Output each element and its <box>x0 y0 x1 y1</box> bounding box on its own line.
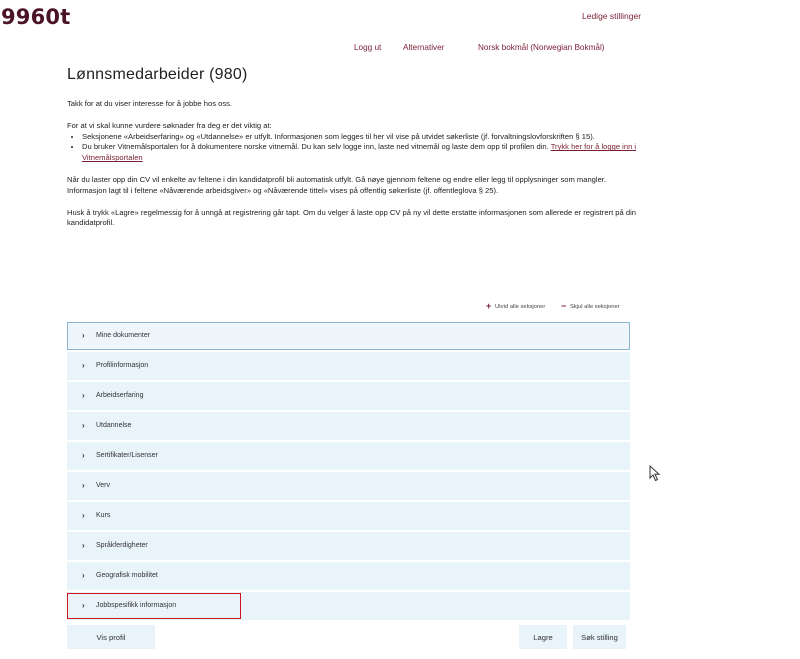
section-arbeidserfaring[interactable] <box>67 382 630 410</box>
chevron-right-icon: › <box>82 481 85 490</box>
section-label: Geografisk mobilitet <box>96 572 158 579</box>
save-info-text: Husk å trykk «Lagre» regelmessig for å unngå at registrering går tapt. Om du velger å laste opp CV på ny vil dette erstatte informasjonen som allerede er registrert på din kandidatprofil. <box>67 207 636 228</box>
chevron-right-icon: › <box>82 571 85 580</box>
minus-icon[interactable]: − <box>561 301 567 311</box>
chevron-right-icon: › <box>82 361 85 370</box>
section-label: Utdannelse <box>96 422 132 429</box>
chevron-right-icon: › <box>82 541 85 550</box>
chevron-right-icon: › <box>82 391 85 400</box>
section-utdannelse[interactable] <box>67 412 630 440</box>
options-link[interactable]: Alternativer <box>403 43 445 52</box>
expand-all-link[interactable]: Utvid alle seksjoner <box>495 304 546 310</box>
chevron-right-icon: › <box>82 421 85 430</box>
section-sertifikater[interactable] <box>67 442 630 470</box>
logout-link[interactable]: Logg ut <box>354 43 382 52</box>
section-label: Verv <box>96 482 111 489</box>
language-selector[interactable]: Norsk bokmål (Norwegian Bokmål) <box>478 43 605 52</box>
profile-sections <box>67 322 630 622</box>
section-label: Jobbspesifikk informasjon <box>96 602 177 609</box>
chevron-right-icon: › <box>82 451 85 460</box>
section-geografisk-mobilitet[interactable] <box>67 562 630 590</box>
save-button[interactable]: Lagre <box>519 625 567 649</box>
intro-content <box>67 99 637 229</box>
section-kurs[interactable] <box>67 502 630 530</box>
chevron-right-icon: › <box>82 601 85 610</box>
section-label: Språkferdigheter <box>96 542 148 549</box>
section-mine-dokumenter[interactable] <box>67 322 630 350</box>
collapse-all-link[interactable]: Skjul alle seksjoner <box>570 304 620 310</box>
vacancies-link[interactable]: Ledige stillinger <box>582 11 642 21</box>
vitnemal-portal-link[interactable]: Trykk her for å logge inn i Vitnemålsportalen <box>82 142 637 163</box>
requirement-item: • Seksjonene «Arbeidserfaring» og «Utdannelse» er utfylt. Informasjonen som legges til her vil vise på utvidet søkerliste (jf. forvaltningslovforskriften § 15). <box>82 132 637 143</box>
requirement-item <box>82 142 637 164</box>
section-label: Kurs <box>96 512 111 519</box>
section-label: Arbeidserfaring <box>96 392 144 399</box>
view-profile-button[interactable]: Vis profil <box>67 625 155 649</box>
section-jobbspesifikk-informasjon[interactable] <box>67 592 630 620</box>
intro-text: Takk for at du viser interesse for å jobbe hos oss. <box>67 99 233 108</box>
chevron-right-icon: › <box>82 511 85 520</box>
requirement-text: Du bruker Vitnemålsportalen for å dokumentere norske vitnemål. Du kan selv logge inn, laste ned vitnemål og laste dem opp til profilen din. <box>82 142 551 152</box>
section-label: Sertifikater/Lisenser <box>96 452 158 459</box>
section-label: Mine dokumenter <box>96 332 151 339</box>
section-profilinformasjon[interactable] <box>67 352 630 380</box>
chevron-right-icon: › <box>82 331 85 340</box>
requirements-list <box>67 132 637 164</box>
cv-info-text: Når du laster opp din CV vil enkelte av feltene i din kandidatprofil bli automatisk utfylt. Gå nøye gjennom feltene og endre eller legg til opplysninger som mangler. Informasjon lagt til i feltene «Nåværende arbeidsgiver» og «Nåværende tittel» vises på offentlig søkerliste (jf. offentleglova § 25). <box>67 174 607 195</box>
important-lead: For at vi skal kunne vurdere søknader fra deg er det viktig at: <box>67 120 272 130</box>
apply-button[interactable]: Søk stilling <box>573 625 626 649</box>
section-verv[interactable] <box>67 472 630 500</box>
mouse-cursor-icon <box>649 465 661 482</box>
company-logo[interactable]: 9960t <box>1 5 71 29</box>
page-title: Lønnsmedarbeider (980) <box>67 66 248 83</box>
section-sprakferdigheter[interactable] <box>67 532 630 560</box>
plus-icon[interactable]: + <box>486 301 492 311</box>
section-label: Profilinformasjon <box>96 362 149 369</box>
